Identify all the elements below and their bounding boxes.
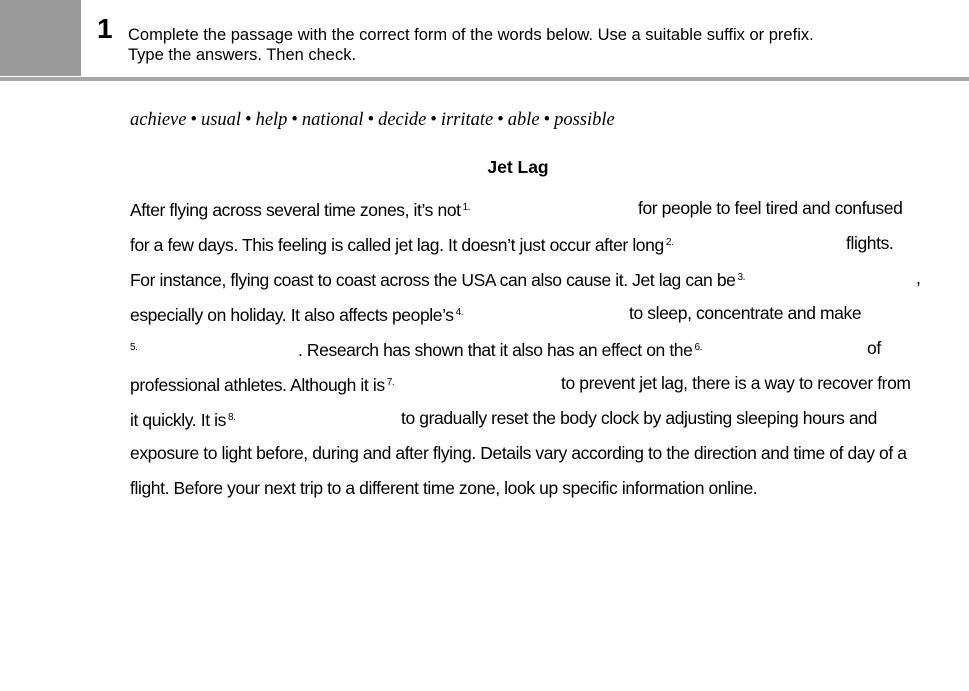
passage-text: to prevent jet lag, there is a way to recover from bbox=[561, 373, 911, 393]
word-bank-separator: • bbox=[430, 110, 437, 130]
answer-gap-8[interactable] bbox=[254, 406, 398, 432]
word-bank-word: able bbox=[507, 110, 540, 130]
passage-line bbox=[130, 266, 930, 301]
passage-line bbox=[130, 336, 930, 371]
answer-gap-5[interactable] bbox=[142, 336, 296, 362]
passage-text: for people to feel tired and confused bbox=[638, 198, 903, 218]
instructions-line-2: Type the answers. Then check. bbox=[128, 46, 357, 64]
answer-gap-4[interactable] bbox=[480, 301, 624, 327]
header-rule bbox=[0, 77, 969, 81]
answer-gap-7[interactable] bbox=[415, 371, 559, 397]
passage-line bbox=[130, 371, 930, 406]
gap-number: 3. bbox=[737, 272, 746, 283]
passage-text bbox=[130, 336, 138, 362]
gap-number: 8. bbox=[227, 412, 236, 423]
exercise-number: 1 bbox=[97, 13, 113, 44]
passage-line bbox=[130, 441, 930, 476]
passage-text: , bbox=[916, 268, 921, 288]
word-bank-word: achieve bbox=[130, 110, 187, 130]
instructions bbox=[128, 25, 948, 65]
word-bank-separator: • bbox=[190, 110, 197, 130]
answer-gap-2[interactable] bbox=[695, 231, 844, 257]
passage-text: . Research has shown that it also has an effect on the $^{6.}$ bbox=[298, 340, 702, 360]
word-bank-word: possible bbox=[554, 110, 615, 130]
word-bank bbox=[130, 110, 615, 131]
gap-number: 4. bbox=[455, 307, 464, 318]
word-bank-word: decide bbox=[378, 110, 427, 130]
word-bank-separator: • bbox=[543, 110, 551, 130]
word-bank-word: usual bbox=[200, 110, 242, 130]
word-bank-separator: • bbox=[291, 110, 298, 130]
passage-text: it quickly. It is $^{8.}$ bbox=[130, 410, 236, 430]
word-bank-word: national bbox=[301, 110, 364, 130]
word-bank-word: help bbox=[255, 110, 288, 130]
passage-text: especially on holiday. It also affects people’s $^{4.}$ bbox=[130, 305, 464, 325]
passage-line bbox=[130, 196, 930, 231]
passage-text: flight. Before your next trip to a different time zone, look up specific information online. bbox=[130, 478, 758, 498]
passage-text: exposure to light before, during and after flying. Details vary according to the direction and time of day of a bbox=[130, 443, 907, 463]
passage bbox=[130, 196, 930, 511]
answer-gap-3[interactable] bbox=[770, 266, 914, 292]
passage-line bbox=[130, 231, 930, 266]
gap-number: 1. bbox=[462, 202, 471, 213]
word-bank-separator: • bbox=[245, 110, 252, 130]
gap-number: 2. bbox=[665, 237, 674, 248]
passage-text: For instance, flying coast to coast across the USA can also cause it. Jet lag can be $^{3.}$ bbox=[130, 270, 746, 290]
passage-text: of bbox=[867, 338, 881, 358]
instructions-line-1: Complete the passage with the correct form of the words below. Use a suitable suffix or prefix. bbox=[128, 26, 814, 44]
passage-text: professional athletes. Although it is $^{7.}$ bbox=[130, 375, 395, 395]
passage-text: for a few days. This feeling is called jet lag. It doesn’t just occur after long $^{2.}$ bbox=[130, 235, 674, 255]
word-bank-word: irritate bbox=[440, 110, 494, 130]
word-bank-separator: • bbox=[497, 110, 504, 130]
answer-gap-1[interactable] bbox=[488, 196, 637, 222]
header-block bbox=[0, 0, 81, 76]
passage-line bbox=[130, 476, 930, 511]
passage-line bbox=[130, 406, 930, 441]
passage-line bbox=[130, 301, 930, 336]
word-bank-separator: • bbox=[367, 110, 375, 130]
gap-number: 7. bbox=[386, 377, 395, 388]
gap-number: 6. bbox=[694, 342, 702, 353]
passage-text: flights. bbox=[846, 233, 894, 253]
gap-number: 5. bbox=[130, 342, 138, 353]
passage-text: to gradually reset the body clock by adjusting sleeping hours and bbox=[401, 408, 877, 428]
passage-text: to sleep, concentrate and make bbox=[629, 303, 862, 323]
passage-text: After flying across several time zones, it’s not $^{1.}$ bbox=[130, 200, 471, 220]
answer-gap-6[interactable] bbox=[718, 336, 867, 362]
passage-title: Jet Lag bbox=[487, 157, 549, 177]
